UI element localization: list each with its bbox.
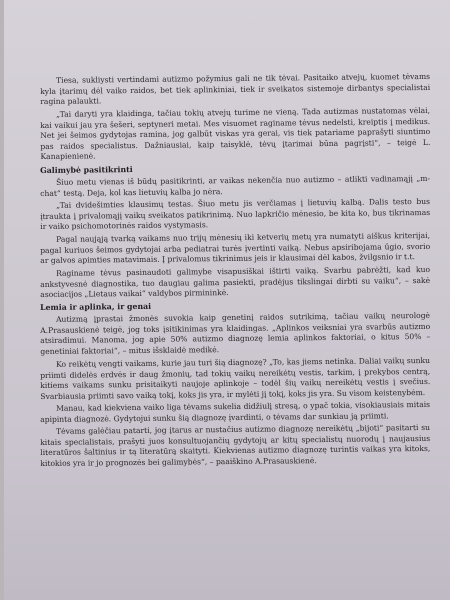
paragraph-10: Tėvams galėčiau patarti, jog įtarus ar nustačius autizmo diagnozę nereikėtų „bijoti“ pasitarti su kitais specialistais, prašyti juos konsultuojančių gydytojų ar kitų specialistų nuorodų į naujausius literatūros šaltinius ir tą literatūrą skaityti. Kiekvienas autizmo diagnozę turintis vaikas yra kitoks, kitokios yra ir jo prognozės bei galimybės“, – paaiškino A.Prasauskienė. bbox=[40, 423, 431, 468]
section-heading-lemia: Lemia ir aplinka, ir genai bbox=[40, 302, 152, 313]
document-page bbox=[4, 0, 450, 600]
paragraph-6: Raginame tėvus pasinaudoti galimybe visapusiškai ištirti vaiką. Svarbu pabrėžti, kad kuo ankstyvesnė diagnostika, tuo daugiau galima pasiekti, pradėjus tikslingai dirbti su vaiku“, – sakė asociacijos „Lietaus vaikai“ valdybos pirmininkė. bbox=[40, 264, 431, 299]
paragraph-2: „Tai daryti yra klaidinga, tačiau tokių atvejų turime ne vieną. Tada autizmas nustatomas vėlai, kai vaikui jau yra šešeri, septyneri metai. Mes visuomet raginame tėvus nedelsti, kreiptis į medikus. Net jei šeimos gydytojas ramina, jog galbūt viskas yra gerai, vis tiek patariame paprašyti siuntimo pas raidos specialistus. Dažniausiai, kaip taisyklė, tėvų įtarimai būna pagrįsti“, – teigė L. Kanapienienė. bbox=[40, 105, 431, 162]
paragraph-4: „Tai dvidešimties klausimų testas. Šiuo metu jis verčiamas į lietuvių kalbą. Dalis testo bus įtraukta į privalomąjį vaikų sveikatos patikrinimą. Nuo lapkričio mėnesio, be kita ko, bus tikrinamas ir vaiko psichomotorinės raidos vystymasis. bbox=[40, 196, 431, 232]
paragraph-3: Šiuo metu vienas iš būdų pasitikrinti, ar vaikas nekenčia nuo autizmo – atlikti vadinamąjį „m-chat“ testą. Deja, kol kas lietuvių kalba jo nėra. bbox=[40, 173, 431, 198]
paragraph-5: Pagal naująją tvarką vaikams nuo trijų mėnesių iki ketverių metų yra numatyti aiškus kriterijai, pagal kuriuos šeimos gydytojai arba pediatrai turės įvertinti vaiką. Nebus apsiribojama ūgio, svorio ar galvos apimties matavimais. Į privalomus tikrinimus jeis ir klausimai dėl kabos, žvilgsnio ir t.t. bbox=[40, 230, 431, 265]
paragraph-8: Ko reikėtų vengti vaikams, kurie jau turi šią diagnozę? „To, kas jiems netinka. Daliai vaikų sunku priimti didelės erdvės ir daug žmonių, tad tokių vaikų nereikėtų vestis, tarkim, į prekybos centrą, kitiems vaikams sunku prisitaikyti naujoje aplinkoje – todėl šių vaikų nereikėtų vestis į svečius. Svarbiausia priimti savo vaiką tokį, koks jis yra, ir mylėti jį tokį, koks jis yra. Su visom keistenybėm. bbox=[40, 355, 431, 401]
paragraph-9: Manau, kad kiekviena vaiko liga tėvams sukelia didžiulį stresą, o ypač tokia, visokiausiais mitais apipinta diagnozė. Gydytojui sunku šią diagnozę įvardinti, o tėvams dar sunkiau ją priimti. bbox=[40, 399, 431, 424]
section-heading-galimybe: Galimybė pasitikrinti bbox=[40, 164, 133, 175]
paragraph-1: Tiesa, sukliysti vertindami autizmo požymius gali ne tik tėvai. Pasitaiko atvejų, kuomet tėvams kyla įtarimų dėl vaiko raidos, bet tiek aplinkiniai, tiek ir sveikatos sistemoje dirbantys specialistai ragina palaukti. bbox=[40, 71, 431, 107]
paragraph-7: Autizmą įprastai žmonės suvokia kaip genetinį raidos sutrikimą, tačiau vaikų neurologė A.Prasauskienė teigė, jog toks įsitikinimas yra klaidingas. „Aplinkos veiksniai yra svarbūs autizmo atsiradimui. Manoma, jog apie 50% autizmo diagnozę lemia aplinkos faktoriai, o kitus 50% – genetiniai faktoriai“, – mitus išsklaidė medikė. bbox=[40, 311, 431, 357]
